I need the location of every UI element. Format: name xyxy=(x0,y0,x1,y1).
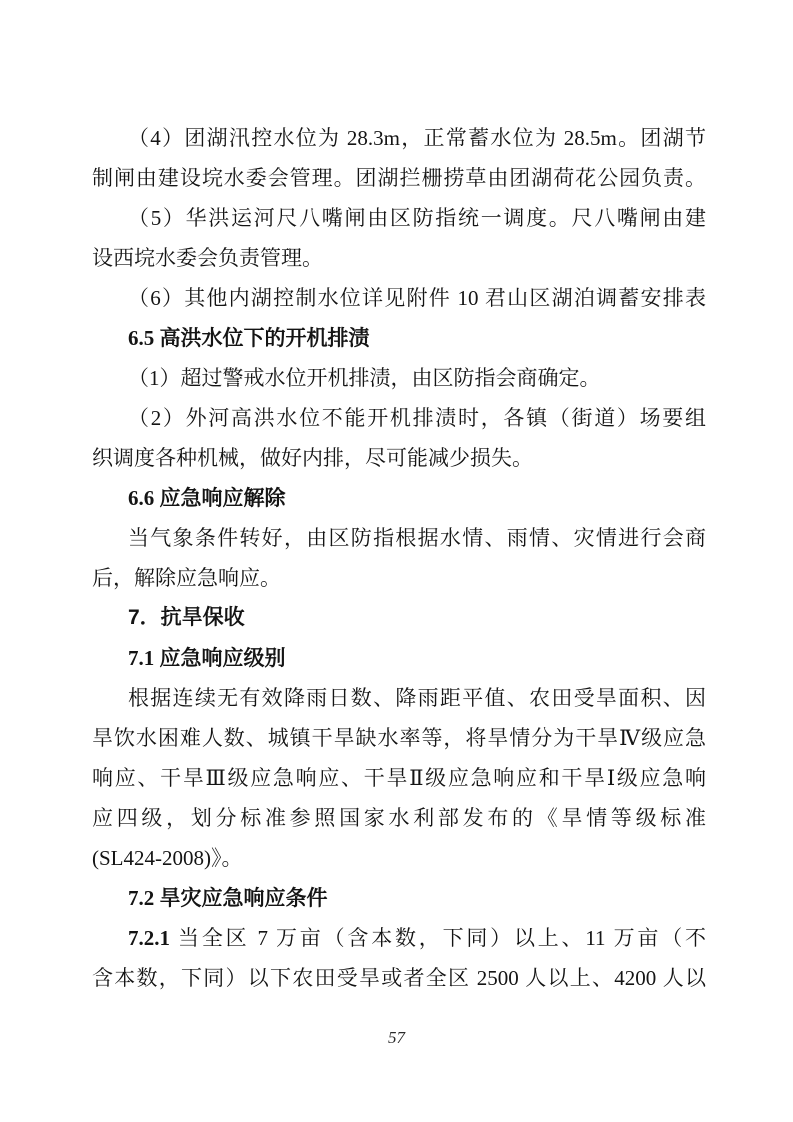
paragraph-line: （6）其他内湖控制水位详见附件 10 君山区湖泊调蓄安排表 xyxy=(128,286,706,310)
paragraph-line: 根据连续无有效降雨日数、降雨距平值、农田受旱面积、因 xyxy=(128,686,706,710)
paragraph-line: 应四级，划分标准参照国家水利部发布的《旱情等级标准 xyxy=(92,806,706,830)
page-footer xyxy=(0,1028,793,1048)
document-body xyxy=(92,118,706,998)
section-heading-6-5: 6.5 高洪水位下的开机排渍 xyxy=(128,326,370,350)
clause-number: 7.2.1 xyxy=(128,926,170,950)
paragraph-line: 当气象条件转好，由区防指根据水情、雨情、灾情进行会商 xyxy=(128,526,706,550)
section-heading-7-1: 7.1 应急响应级别 xyxy=(128,646,286,670)
line-text: 当全区 7 万亩（含本数，下同）以上、11 万亩（不 xyxy=(170,926,706,950)
section-heading-6-6: 6.6 应急响应解除 xyxy=(128,486,286,510)
paragraph-line: 制闸由建设垸水委会管理。团湖拦栅捞草由团湖荷花公园负责。 xyxy=(92,166,706,190)
paragraph-line: 旱饮水困难人数、城镇干旱缺水率等，将旱情分为干旱Ⅳ级应急 xyxy=(92,726,706,750)
paragraph-line: 织调度各种机械，做好内排，尽可能减少损失。 xyxy=(92,446,533,470)
section-heading-7-2: 7.2 旱灾应急响应条件 xyxy=(128,886,328,910)
paragraph-line: （4）团湖汛控水位为 28.3m，正常蓄水位为 28.5m。团湖节 xyxy=(128,126,706,150)
paragraph-line: 后，解除应急响应。 xyxy=(92,566,281,590)
paragraph-line: 含本数，下同）以下农田受旱或者全区 2500 人以上、4200 人以 xyxy=(92,966,706,990)
chapter-heading-7: 7．抗旱保收 xyxy=(128,606,245,629)
paragraph-line xyxy=(92,918,706,958)
paragraph-line: （5）华洪运河尺八嘴闸由区防指统一调度。尺八嘴闸由建 xyxy=(128,206,706,230)
paragraph-line: 响应、干旱Ⅲ级应急响应、干旱Ⅱ级应急响应和干旱Ⅰ级应急响 xyxy=(92,766,706,790)
paragraph-line: (SL424-2008)》。 xyxy=(92,846,243,870)
paragraph-line: （2）外河高洪水位不能开机排渍时，各镇（街道）场要组 xyxy=(128,406,706,430)
paragraph-line: 设西垸水委会负责管理。 xyxy=(92,246,323,270)
paragraph-line: （1）超过警戒水位开机排渍，由区防指会商确定。 xyxy=(128,366,601,390)
page-number: 57 xyxy=(388,1028,405,1047)
